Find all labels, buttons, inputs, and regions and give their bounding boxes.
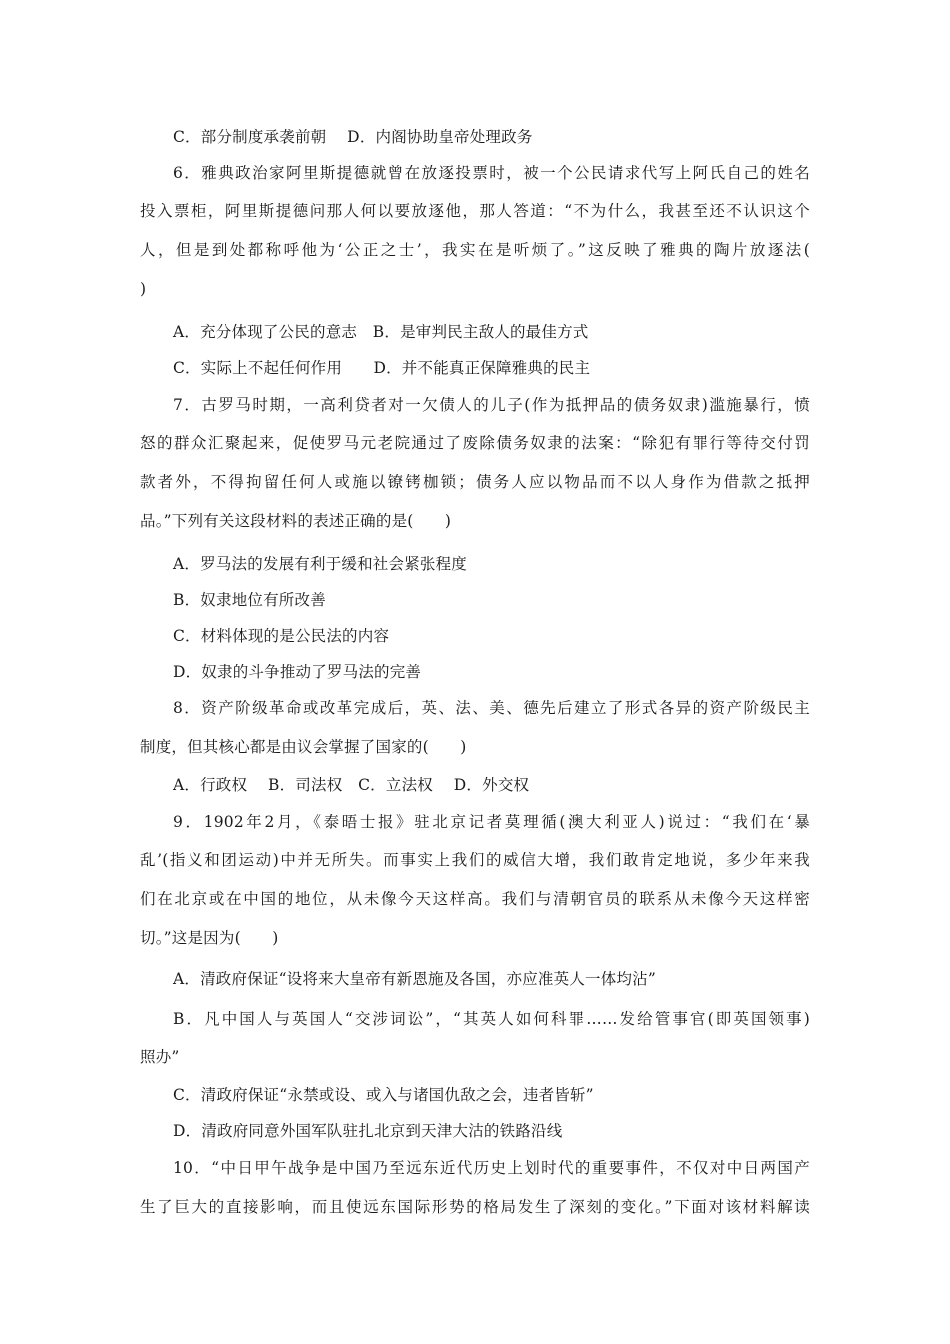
q6-stem-line-4: ) <box>140 280 147 298</box>
q6-stem-line-1: 6．雅典政治家阿里斯提德就曾在放逐投票时，被一个公民请求代写上阿氏自己的姓名 <box>173 164 810 182</box>
q5-option-cd: C．部分制度承袭前朝 D．内阁协助皇帝处理政务 <box>173 128 533 146</box>
q7-stem-line-2: 怒的群众汇聚起来，促使罗马元老院通过了废除债务奴隶的法案：“除犯有罪行等待交付罚 <box>140 434 810 452</box>
q7-option-b: B．奴隶地位有所改善 <box>173 591 326 609</box>
q8-stem-line-2: 制度，但其核心都是由议会掌握了国家的( ) <box>140 738 467 756</box>
q9-stem-line-3: 们在北京或在中国的地位，从未像今天这样高。我们与清朝官员的联系从未像今天这样密 <box>140 890 810 908</box>
q6-option-cd: C．实际上不起任何作用 D．并不能真正保障雅典的民主 <box>173 359 591 377</box>
q7-option-d: D．奴隶的斗争推动了罗马法的完善 <box>173 663 422 681</box>
q6-stem-line-2: 投入票柜，阿里斯提德问那人何以要放逐他，那人答道：“不为什么，我甚至还不认识这个 <box>140 202 810 220</box>
q7-stem-line-4: 品。”下列有关这段材料的表述正确的是( ) <box>140 512 452 530</box>
q9-stem-line-2: 乱’(指义和团运动)中并无所失。而事实上我们的威信大增，我们敢肯定地说，多少年来我 <box>140 851 810 869</box>
q7-option-c: C．材料体现的是公民法的内容 <box>173 627 390 645</box>
q9-option-d: D．清政府同意外国军队驻扎北京到天津大沽的铁路沿线 <box>173 1122 563 1140</box>
q6-stem-line-3: 人，但是到处都称呼他为‘公正之士’，我实在是听烦了。”这反映了雅典的陶片放逐法( <box>140 241 810 259</box>
q8-options: A．行政权 B．司法权 C．立法权 D．外交权 <box>173 776 530 794</box>
q10-stem-line-2: 生了巨大的直接影响，而且使远东国际形势的格局发生了深刻的变化。”下面对该材料解读 <box>140 1198 810 1216</box>
q9-option-b-line-1: B．凡中国人与英国人“交涉词讼”，“其英人如何科罪……发给管事官(即英国领事) <box>173 1010 810 1028</box>
q9-option-c: C．清政府保证“永禁或设、或入与诸国仇敌之会，违者皆斩” <box>173 1086 594 1104</box>
q8-stem-line-1: 8．资产阶级革命或改革完成后，英、法、美、德先后建立了形式各异的资产阶级民主 <box>173 699 810 717</box>
q9-option-a: A．清政府保证“设将来大皇帝有新恩施及各国，亦应准英人一体均沾” <box>173 970 656 988</box>
q6-option-ab: A．充分体现了公民的意志 B．是审判民主敌人的最佳方式 <box>173 323 589 341</box>
q10-stem-line-1: 10．“中日甲午战争是中国乃至远东近代历史上划时代的重要事件，不仅对中日两国产 <box>173 1159 810 1177</box>
q7-stem-line-3: 款者外，不得拘留任何人或施以镣铐枷锁；债务人应以物品而不以人身作为借款之抵押 <box>140 473 810 491</box>
q9-stem-line-4: 切。”这是因为( ) <box>140 929 279 947</box>
q7-stem-line-1: 7．古罗马时期，一高利贷者对一欠债人的儿子(作为抵押品的债务奴隶)滥施暴行，愤 <box>173 396 810 414</box>
q9-stem-line-1: 9．1902年2月，《泰晤士报》驻北京记者莫理循(澳大利亚人)说过：“我们在‘暴 <box>173 813 810 831</box>
q9-option-b-line-2: 照办” <box>140 1048 180 1066</box>
q7-option-a: A．罗马法的发展有利于缓和社会紧张程度 <box>173 555 467 573</box>
